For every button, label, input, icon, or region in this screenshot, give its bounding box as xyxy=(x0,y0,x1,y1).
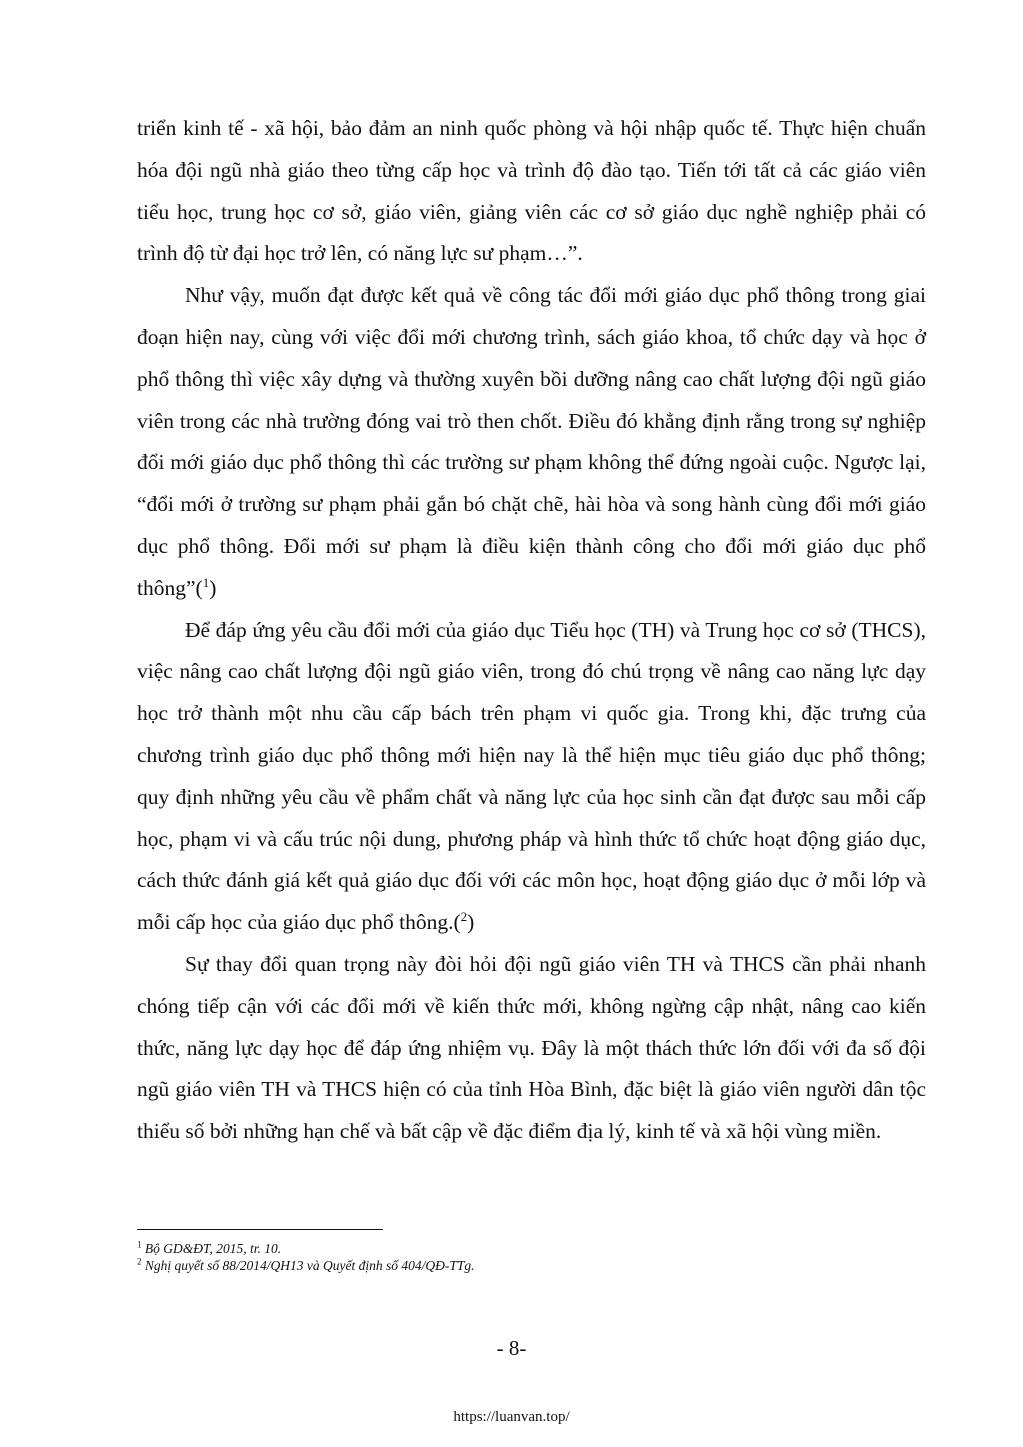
source-url-link[interactable]: https://luanvan.top/ xyxy=(453,1409,570,1425)
paragraph-2-text: Như vậy, muốn đạt được kết quả về công tác đổi mới giáo dục phổ thông trong giai đoạn hiện nay, cùng với việc đổi mới chương trình, sách giáo khoa, tổ chức dạy và học ở phổ thông thì việc xây dựng và thường xuyên bồi dưỡng nâng cao chất lượng đội ngũ giáo viên trong các nhà trường đóng vai trò then chốt. Điều đó khẳng định rằng trong sự nghiệp đổi mới giáo dục phổ thông thì các trường sư phạm không thể đứng ngoài cuộc. Ngược lại, “đổi mới ở trường sư phạm phải gắn bó chặt chẽ, hài hòa và song hành cùng đổi mới giáo dục phổ thông. Đổi mới sư phạm là điều kiện thành công cho đổi mới giáo dục phổ thông”( xyxy=(137,283,926,600)
footnote-number-2: 2 xyxy=(137,1256,142,1267)
footnotes xyxy=(137,1240,926,1274)
paragraph-1-text: triển kinh tế - xã hội, bảo đảm an ninh quốc phòng và hội nhập quốc tế. Thực hiện chuẩn hóa đội ngũ nhà giáo theo từng cấp học và trình độ đào tạo. Tiến tới tất cả các giáo viên tiểu học, trung học cơ sở, giáo viên, giảng viên các cơ sở giáo dục nghề nghiệp phải có trình độ từ đại học trở lên, có năng lực sư phạm…”. xyxy=(137,116,926,266)
paragraph-3-close: ) xyxy=(467,910,475,935)
footnote-2 xyxy=(137,1257,926,1274)
body-text xyxy=(137,108,926,1153)
paragraph-3-text: Để đáp ứng yêu cầu đổi mới của giáo dục Tiểu học (TH) và Trung học cơ sở (THCS), việc nâng cao chất lượng đội ngũ giáo viên, trong đó chú trọng về nâng cao năng lực dạy học trở thành một nhu cầu cấp bách trên phạm vi quốc gia. Trong khi, đặc trưng của chương trình giáo dục phổ thông mới hiện nay là thể hiện mục tiêu giáo dục phổ thông; quy định những yêu cầu về phẩm chất và năng lực của học sinh cần đạt được sau mỗi cấp học, phạm vi và cấu trúc nội dung, phương pháp và hình thức tổ chức hoạt động giáo dục, cách thức đánh giá kết quả giáo dục đối với các môn học, hoạt động giáo dục ở mỗi lớp và mỗi cấp học của giáo dục phổ thông.( xyxy=(137,617,926,935)
paragraph-4 xyxy=(137,944,926,1153)
paragraph-4-text: Sự thay đổi quan trọng này đòi hỏi đội ngũ giáo viên TH và THCS cần phải nhanh chóng tiếp cận với các đổi mới về kiến thức mới, không ngừng cập nhật, nâng cao kiến thức, năng lực dạy học để đáp ứng nhiệm vụ. Đây là một thách thức lớn đối với đa số đội ngũ giáo viên TH và THCS hiện có của tỉnh Hòa Bình, đặc biệt là giáo viên người dân tộc thiểu số bởi những hạn chế và bất cập về đặc điểm địa lý, kinh tế và xã hội vùng miền. xyxy=(137,951,926,1144)
footnote-ref-1[interactable]: 1 xyxy=(202,574,210,590)
footnote-number-1: 1 xyxy=(137,1239,142,1250)
page-number: - 8- xyxy=(496,1336,527,1360)
paragraph-1 xyxy=(137,108,926,275)
paragraph-3 xyxy=(137,610,926,944)
paragraph-2-close: ) xyxy=(209,575,217,600)
footnote-ref-2[interactable]: 2 xyxy=(460,908,468,924)
footnote-text-1: Bộ GD&ĐT, 2015, tr. 10. xyxy=(144,1241,282,1256)
footnote-1 xyxy=(137,1240,926,1257)
footnote-text-2: Nghị quyết số 88/2014/QH13 và Quyết định số 404/QĐ-TTg. xyxy=(144,1258,475,1273)
paragraph-2 xyxy=(137,275,926,609)
footnote-divider xyxy=(137,1229,383,1230)
